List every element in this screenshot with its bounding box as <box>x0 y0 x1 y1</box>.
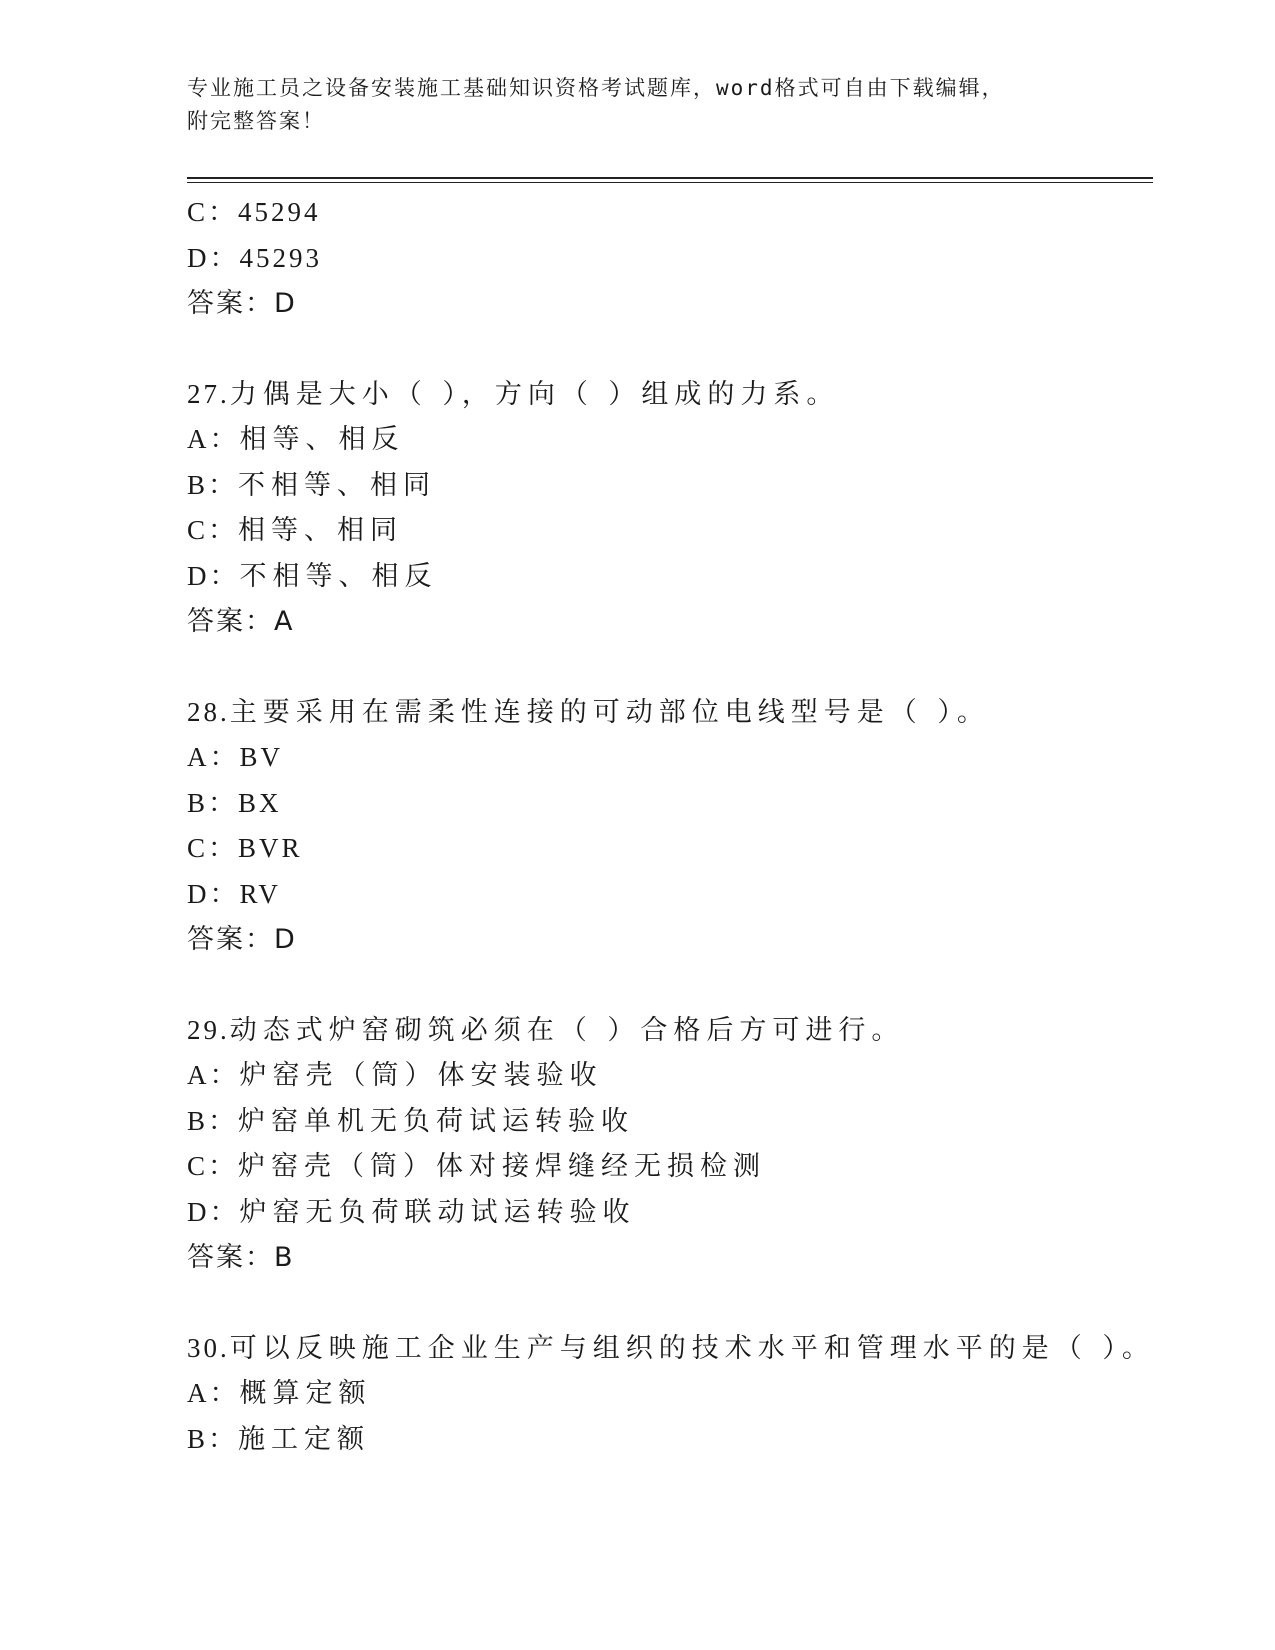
option-a: A：炉窑壳（筒）体安装验收 <box>187 1060 603 1091</box>
option-a: A：概算定额 <box>187 1378 372 1409</box>
question-list <box>187 190 1155 1462</box>
header-line-1: 专业施工员之设备安装施工基础知识资格考试题库，word格式可自由下载编辑， <box>187 76 1005 100</box>
option-d: D：45293 <box>187 242 322 273</box>
option-c: C：相等、相同 <box>187 515 404 546</box>
option-c: C：45294 <box>187 197 321 227</box>
option-d: D：不相等、相反 <box>187 560 438 592</box>
question-stem: 30.可以反映施工企业生产与组织的技术水平和管理水平的是（ ）。 <box>187 1332 1155 1364</box>
question-stem: 29.动态式炉窑砌筑必须在（ ）合格后方可进行。 <box>187 1014 905 1046</box>
option-b: B：施工定额 <box>187 1423 371 1455</box>
option-c: C：BVR <box>187 833 303 863</box>
option-d: D：RV <box>187 878 281 909</box>
question-stem: 27.力偶是大小（ ），方向（ ）组成的力系。 <box>187 378 840 410</box>
answer-line: 答案：D <box>187 924 297 955</box>
option-b: B：炉窑单机无负荷试运转验收 <box>187 1105 635 1137</box>
option-b: B：不相等、相同 <box>187 469 437 501</box>
option-a: A：BV <box>187 742 284 772</box>
option-c: C：炉窑壳（筒）体对接焊缝经无损检测 <box>187 1151 767 1182</box>
header-rule-thick <box>187 177 1153 179</box>
answer-line: 答案：B <box>187 1242 295 1273</box>
option-d: D：炉窑无负荷联动试运转验收 <box>187 1196 636 1228</box>
answer-line: 答案：D <box>187 288 297 319</box>
option-b: B：BX <box>187 787 282 818</box>
page-header <box>187 72 1087 138</box>
header-line-2: 附完整答案！ <box>187 109 325 133</box>
header-rule-thin <box>187 182 1153 183</box>
option-a: A：相等、相反 <box>187 424 405 455</box>
question-stem: 28.主要采用在需柔性连接的可动部位电线型号是（ ）。 <box>187 696 990 728</box>
answer-line: 答案：A <box>187 606 295 637</box>
